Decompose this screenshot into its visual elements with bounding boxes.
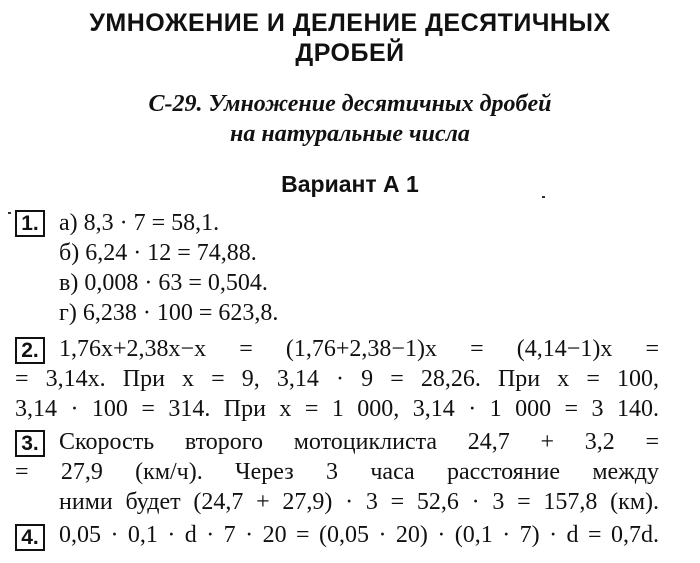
subsection-title-line-1: С-29. Умножение десятичных дробей [148,91,552,117]
problem-3-line-2: = 27,9 (км/ч). Через 3 часа расстояние между [15,459,659,485]
subsection-title-line-2: на натуральные числа [230,121,470,147]
problem-3-line-3: ними будет (24,7 + 27,9) · 3 = 52,6 · 3 = 157,8 (км). [59,489,659,515]
section-title-line-1: УМНОЖЕНИЕ И ДЕЛЕНИЕ ДЕСЯТИЧНЫХ [89,9,611,37]
problem-3-line-1: Скорость второго мотоциклиста 24,7 + 3,2 = [59,429,659,455]
problem-number-3: 3. [15,430,45,457]
problem-number-4: 4. [15,524,45,551]
problem-1-line-d: г) 6,238 · 100 = 623,8. [59,300,279,326]
problem-number-1: 1. [15,210,45,237]
problem-1-line-b: б) 6,24 · 12 = 74,88. [59,240,257,266]
problem-1-line-c: в) 0,008 · 63 = 0,504. [59,270,268,296]
section-title-line-2: ДРОБЕЙ [295,39,405,67]
problem-4-line-1: 0,05 · 0,1 · d · 7 · 20 = (0,05 · 20) · (0,1 · 7) · d = 0,7d. [59,522,659,548]
problem-number-2: 2. [15,337,45,364]
scan-speck [8,212,11,214]
problem-2-line-2: = 3,14x. При x = 9, 3,14 · 9 = 28,26. При x = 100, [15,366,659,392]
problem-2-line-3: 3,14 · 100 = 314. При x = 1 000, 3,14 · 1 000 = 3 140. [15,396,659,422]
variant-heading: Вариант А 1 [281,171,419,197]
problem-1-line-a: а) 8,3 · 7 = 58,1. [59,210,220,236]
scan-speck [542,196,545,198]
problem-2-line-1: 1,76x+2,38x−x = (1,76+2,38−1)x = (4,14−1)x = [59,336,659,362]
